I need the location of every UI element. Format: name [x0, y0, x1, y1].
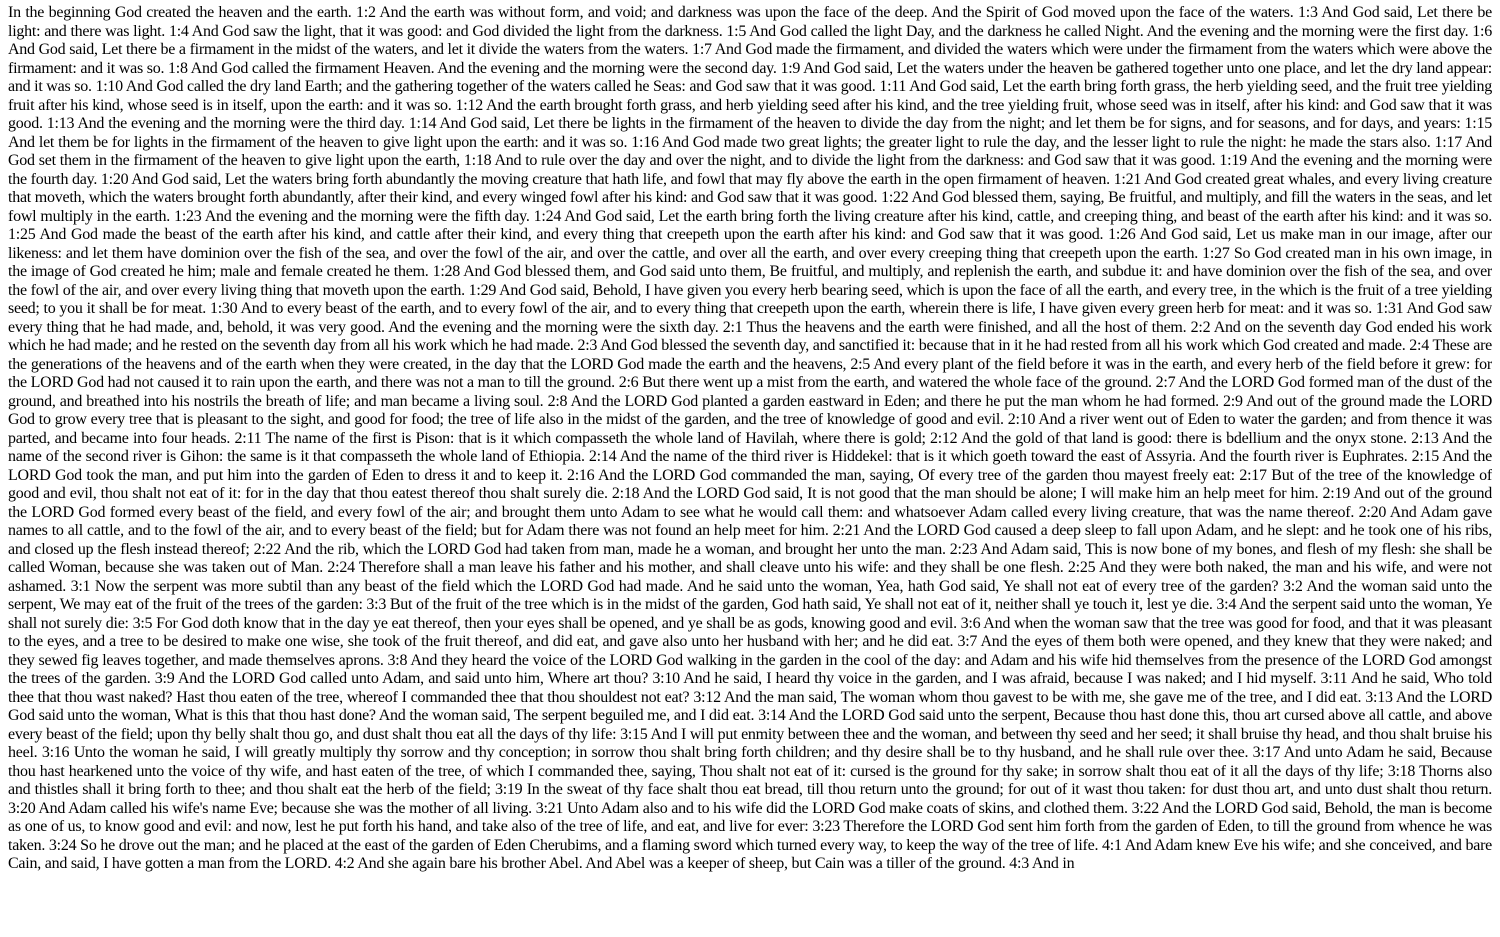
genesis-body-text: In the beginning God created the heaven and the earth. 1:2 And the earth was without form, and void; and darkness was upon the face of the deep. And the Spirit of God moved upon the face of the waters. 1:3 And God said, Let there be light: and there was light. 1:4 And God saw the light, that it was good: and God divided the light from the darkness. 1:5 And God called the light Day, and the darkness he called Night. And the evening and the morning were the first day. 1:6 And God said, Let there be a firmament in the midst of the waters, and let it divide the waters from the waters. 1:7 And God made the firmament, and divided the waters which were under the firmament from the waters which were above the firmament: and it was so. 1:8 And God called the firmament Heaven. And the evening and the morning were the second day. 1:9 And God said, Let the waters under the heaven be gathered together unto one place, and let the dry land appear: and it was so. 1:10 And God called the dry land Earth; and the gathering together of the waters called he Seas: and God saw that it was good. 1:11 And God said, Let the earth bring forth grass, the herb yielding seed, and the fruit tree yielding fruit after his kind, whose seed is in itself, upon the earth: and it was so. 1:12 And the earth brought forth grass, and herb yielding seed after his kind, and the tree yielding fruit, whose seed was in itself, after his kind: and God saw that it was good. 1:13 And the evening and the morning were the third day. 1:14 And God said, Let there be lights in the firmament of the heaven to divide the day from the night; and let them be for signs, and for seasons, and for days, and years: 1:15 And let them be for lights in the firmament of the heaven to give light upon the earth: and it was so. 1:16 And God made two great lights; the greater light to rule the day, and the lesser light to rule the night: he made the stars also. 1:17 And God set them in the firmament of the heaven to give light upon the earth, 1:18 And to rule over the day and over the night, and to divide the light from the darkness: and God saw that it was good. 1:19 And the evening and the morning were the fourth day. 1:20 And God said, Let the waters bring forth abundantly the moving creature that hath life, and fowl that may fly above the earth in the open firmament of heaven. 1:21 And God created great whales, and every living creature that moveth, which the waters brought forth abundantly, after their kind, and every winged fowl after his kind: and God saw that it was good. 1:22 And God blessed them, saying, Be fruitful, and multiply, and fill the waters in the seas, and let fowl multiply in the earth. 1:23 And the evening and the morning were the fifth day. 1:24 And God said, Let the earth bring forth the living creature after his kind, cattle, and creeping thing, and beast of the earth after his kind: and it was so. 1:25 And God made the beast of the earth after his kind, and cattle after their kind, and every thing that creepeth upon the earth after his kind: and God saw that it was good. 1:26 And God said, Let us make man in our image, after our likeness: and let them have dominion over the fish of the sea, and over the fowl of the air, and over the cattle, and over all the earth, and over every creeping thing that creepeth upon the earth. 1:27 So God created man in his own image, in the image of God created he him; male and female created he them. 1:28 And God blessed them, and God said unto them, Be fruitful, and multiply, and replenish the earth, and subdue it: and have dominion over the fish of the sea, and over the fowl of the air, and over every living thing that moveth upon the earth. 1:29 And God said, Behold, I have given you every herb bearing seed, which is upon the face of all the earth, and every tree, in the which is the fruit of a tree yielding seed; to you it shall be for meat. 1:30 And to every beast of the earth, and to every fowl of the air, and to every thing that creepeth upon the earth, wherein there is life, I have given every green herb for meat: and it was so. 1:31 And God saw every thing that he had made, and, behold, it was very good. And the evening and the morning were the sixth day. 2:1 Thus the heavens and the earth were finished, and all the host of them. 2:2 And on the seventh day God ended his work which he had made; and he rested on the seventh day from all his work which he had made. 2:3 And God blessed the seventh day, and sanctified it: because that in it he had rested from all his work which God created and made. 2:4 These are the generations of the heavens and of the earth when they were created, in the day that the LORD God made the earth and the heavens, 2:5 And every plant of the field before it was in the earth, and every herb of the field before it grew: for the LORD God had not caused it to rain upon the earth, and there was not a man to till the ground. 2:6 But there went up a mist from the earth, and watered the whole face of the ground. 2:7 And the LORD God formed man of the dust of the ground, and breathed into his nostrils the breath of life; and man became a living soul. 2:8 And the LORD God planted a garden eastward in Eden; and there he put the man whom he had formed. 2:9 And out of the ground made the LORD God to grow every tree that is pleasant to the sight, and good for food; the tree of life also in the midst of the garden, and the tree of knowledge of good and evil. 2:10 And a river went out of Eden to water the garden; and from thence it was parted, and became into four heads. 2:11 The name of the first is Pison: that is it which compasseth the whole land of Havilah, where there is gold; 2:12 And the gold of that land is good: there is bdellium and the onyx stone. 2:13 And the name of the second river is Gihon: the same is it that compasseth the whole land of Ethiopia. 2:14 And the name of the third river is Hiddekel: that is it which goeth toward the east of Assyria. And the fourth river is Euphrates. 2:15 And the LORD God took the man, and put him into the garden of Eden to dress it and to keep it. 2:16 And the LORD God commanded the man, saying, Of every tree of the garden thou mayest freely eat: 2:17 But of the tree of the knowledge of good and evil, thou shalt not eat of it: for in the day that thou eatest thereof thou shalt surely die. 2:18 And the LORD God said, It is not good that the man should be alone; I will make him an help meet for him. 2:19 And out of the ground the LORD God formed every beast of the field, and every fowl of the air; and brought them unto Adam to see what he would call them: and whatsoever Adam called every living creature, that was the name thereof. 2:20 And Adam gave names to all cattle, and to the fowl of the air, and to every beast of the field; but for Adam there was not found an help meet for him. 2:21 And the LORD God caused a deep sleep to fall upon Adam, and he slept: and he took one of his ribs, and closed up the flesh instead thereof; 2:22 And the rib, which the LORD God had taken from man, made he a woman, and brought her unto the man. 2:23 And Adam said, This is now bone of my bones, and flesh of my flesh: she shall be called Woman, because she was taken out of Man. 2:24 Therefore shall a man leave his father and his mother, and shall cleave unto his wife: and they shall be one flesh. 2:25 And they were both naked, the man and his wife, and were not ashamed. 3:1 Now the serpent was more subtil than any beast of the field which the LORD God had made. And he said unto the woman, Yea, hath God said, Ye shall not eat of every tree of the garden? 3:2 And the woman said unto the serpent, We may eat of the fruit of the trees of the garden: 3:3 But of the fruit of the tree which is in the midst of the garden, God hath said, Ye shall not eat of it, neither shall ye touch it, lest ye die. 3:4 And the serpent said unto the woman, Ye shall not surely die: 3:5 For God doth know that in the day ye eat thereof, then your eyes shall be opened, and ye shall be as gods, knowing good and evil. 3:6 And when the woman saw that the tree was good for food, and that it was pleasant to the eyes, and a tree to be desired to make one wise, she took of the fruit thereof, and did eat, and gave also unto her husband with her; and he did eat. 3:7 And the eyes of them both were opened, and they knew that they were naked; and they sewed fig leaves together, and made themselves aprons. 3:8 And they heard the voice of the LORD God walking in the garden in the cool of the day: and Adam and his wife hid themselves from the presence of the LORD God amongst the trees of the garden. 3:9 And the LORD God called unto Adam, and said unto him, Where art thou? 3:10 And he said, I heard thy voice in the garden, and I was afraid, because I was naked; and I hid myself. 3:11 And he said, Who told thee that thou wast naked? Hast thou eaten of the tree, whereof I commanded thee that thou shouldest not eat? 3:12 And the man said, The woman whom thou gavest to be with me, she gave me of the tree, and I did eat. 3:13 And the LORD God said unto the woman, What is this that thou hast done? And the woman said, The serpent beguiled me, and I did eat. 3:14 And the LORD God said unto the serpent, Because thou hast done this, thou art cursed above all cattle, and above every beast of the field; upon thy belly shalt thou go, and dust shalt thou eat all the days of thy life: 3:15 And I will put enmity between thee and the woman, and between thy seed and her seed; it shall bruise thy head, and thou shalt bruise his heel. 3:16 Unto the woman he said, I will greatly multiply thy sorrow and thy conception; in sorrow thou shalt bring forth children; and thy desire shall be to thy husband, and he shall rule over thee. 3:17 And unto Adam he said, Because thou hast hearkened unto the voice of thy wife, and hast eaten of the tree, of which I commanded thee, saying, Thou shalt not eat of it: cursed is the ground for thy sake; in sorrow shalt thou eat of it all the days of thy life; 3:18 Thorns also and thistles shall it bring forth to thee; and thou shalt eat the herb of the field; 3:19 In the sweat of thy face shalt thou eat bread, till thou return unto the ground; for out of it wast thou taken: for dust thou art, and unto dust shalt thou return. 3:20 And Adam called his wife's name Eve; because she was the mother of all living. 3:21 Unto Adam also and to his wife did the LORD God make coats of skins, and clothed them. 3:22 And the LORD God said, Behold, the man is become as one of us, to know good and evil: and now, lest he put forth his hand, and take also of the tree of life, and eat, and live for ever: 3:23 Therefore the LORD God sent him forth from the garden of Eden, to till the ground from whence he was taken. 3:24 So he drove out the man; and he placed at the east of the garden of Eden Cherubims, and a flaming sword which turned every way, to keep the way of the tree of life. 4:1 And Adam knew Eve his wife; and she conceived, and bare Cain, and said, I have gotten a man from the LORD. 4:2 And she again bare his brother Abel. And Abel was a keeper of sheep, but Cain was a tiller of the ground. 4:3 And in: [8, 4, 1492, 872]
document-page: [8, 4, 1492, 937]
